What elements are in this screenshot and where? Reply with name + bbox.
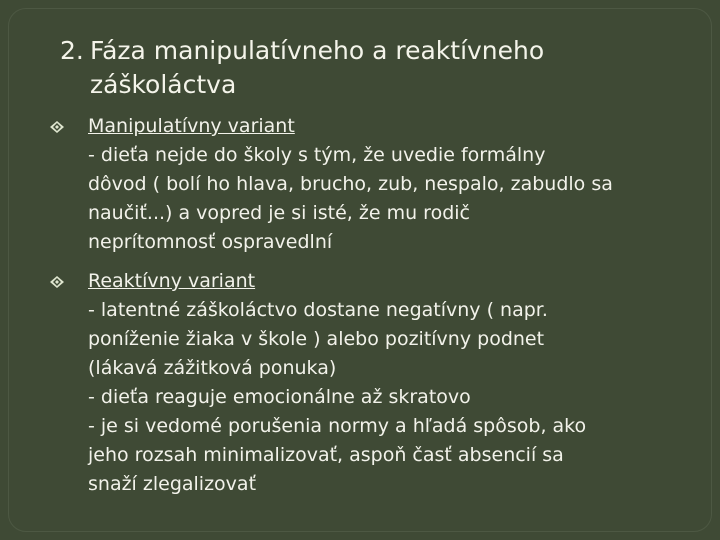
bullet-line: dôvod ( bolí ho hlava, brucho, zub, nespalo, zabudlo sa xyxy=(88,173,613,195)
bullet-line: - dieťa nejde do školy s tým, že uvedie formálny xyxy=(88,144,546,166)
bullet-heading: Reaktívny variant xyxy=(88,270,256,292)
bullet-line: naučiť...) a vopred je si isté, že mu rodič xyxy=(88,202,470,224)
slide-title xyxy=(60,34,680,102)
bullet-line: snaží zlegalizovať xyxy=(88,473,257,495)
bullet-body xyxy=(50,296,690,499)
bullet-line: - latentné záškoláctvo dostane negatívny ( napr. xyxy=(88,299,548,321)
title-line-1: Fáza manipulatívneho a reaktívneho xyxy=(90,36,545,65)
title-number: 2. xyxy=(60,36,84,65)
bullet-reactive xyxy=(50,267,690,499)
bullet-line: poníženie žiaka v škole ) alebo pozitívny podnet xyxy=(88,328,545,350)
bullet-line: (lákavá zážitková ponuka) xyxy=(88,357,337,379)
bullet-manipulative xyxy=(50,112,690,257)
bullet-line: - je si vedomé porušenia normy a hľadá spôsob, ako xyxy=(88,415,587,437)
title-line-2: záškoláctva xyxy=(90,70,237,99)
bullet-line: jeho rozsah minimalizovať, aspoň časť absencií sa xyxy=(88,444,564,466)
diamond-bullet-icon xyxy=(50,276,64,288)
bullet-line: neprítomnosť ospravedlní xyxy=(88,231,333,253)
bullet-heading: Manipulatívny variant xyxy=(88,115,295,137)
bullet-line: - dieťa reaguje emocionálne až skratovo xyxy=(88,386,471,408)
diamond-bullet-icon xyxy=(50,121,64,133)
bullet-body xyxy=(50,141,690,257)
